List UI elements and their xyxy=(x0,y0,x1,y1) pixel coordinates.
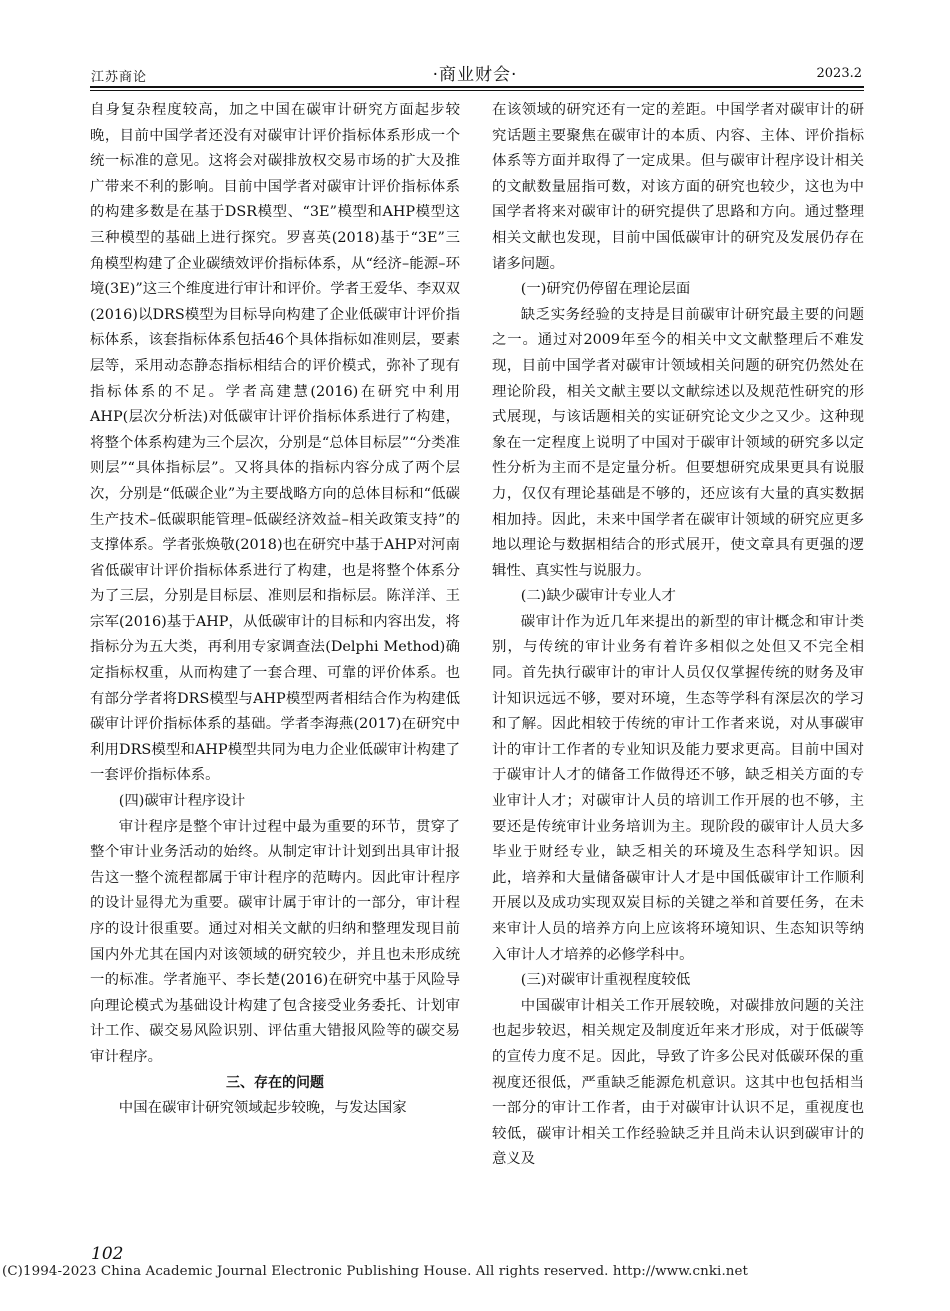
journal-name: 江苏商论 xyxy=(91,70,148,85)
subsection-heading: (一)研究仍停留在理论层面 xyxy=(520,281,691,298)
section-title: ·商业财会· xyxy=(432,65,518,85)
paragraph: 缺乏实务经验的支持是目前碳审计研究最主要的问题之一。通过对2009年至今的相关中文文献整理后不难发现，目前中国学者对碳审计领域相关问题的研究仍然处在理论阶段，相关文献主要以文献综述以及规范性研究的形式展现，与该话题相关的实证研究论文少之又少。这种现象在一定程度上说明了中国对于碳审计领域的研究多以定性分析为主而不是定量分析。但要想研究成果更具有说服力，仅仅有理论基础是不够的，还应该有大量的真实数据相加持。因此，未来中国学者在碳审计领域的研究应更多地以理论与数据相结合的形式展开，使文章具有更强的逻辑性、真实性与说服力。 xyxy=(492,306,864,579)
right-column xyxy=(492,98,864,1173)
left-column xyxy=(90,98,460,1122)
page-number: 102 xyxy=(91,1244,124,1264)
paragraph: 在该领域的研究还有一定的差距。中国学者对碳审计的研究话题主要聚焦在碳审计的本质、内容、主体、评价指标体系等方面并取得了一定成果。但与碳审计程序设计相关的文献数量屈指可数，对该方面的研究也较少，这也为中国学者将来对碳审计的研究提供了思路和方向。通过整理相关文献也发现，目前中国低碳审计的研究及发展仍存在诸多问题。 xyxy=(492,102,864,272)
page-header xyxy=(0,0,950,92)
copyright-notice: (C)1994-2023 China Academic Journal Electronic Publishing House. All rights reserved. http://www.cnki.net xyxy=(2,1264,749,1279)
paragraph: 自身复杂程度较高，加之中国在碳审计研究方面起步较晚，目前中国学者还没有对碳审计评价指标体系形成一个统一标准的意见。这将会对碳排放权交易市场的扩大及推广带来不利的影响。目前中国学者对碳审计评价指标体系的构建多数是在基于DSR模型、“3E”模型和AHP模型这三种模型的基础上进行探究。罗喜英(2018)基于“3E”三角模型构建了企业碳绩效评价指标体系，从“经济–能源–环境(3E)”这三个维度进行审计和评价。学者王爱华、李双双(2016)以DRS模型为目标导向构建了企业低碳审计评价指标体系，该套指标体系包括46个具体指标如准则层，要素层等，采用动态静态指标相结合的评价模式，弥补了现有指标体系的不足。学者高建慧(2016)在研究中利用AHP(层次分析法)对低碳审计评价指标体系进行了构建，将整个体系构建为三个层次，分别是“总体目标层”“分类准则层”“具体指标层”。又将具体的指标内容分成了两个层次，分别是“低碳企业”为主要战略方向的总体目标和“低碳生产技术–低碳职能管理–低碳经济效益–相关政策支持”的支撑体系。学者张焕敬(2018)也在研究中基于AHP对河南省低碳审计评价指标体系进行了构建，也是将整个体系分为了三层，分别是目标层、准则层和指标层。陈洋洋、王宗军(2016)基于AHP，从低碳审计的目标和内容出发，将指标分为五大类，再利用专家调查法(Delphi Method)确定指标权重，从而构建了一套合理、可靠的评价体系。也有部分学者将DRS模型与AHP模型两者相结合作为构建低碳审计评价指标体系的基础。学者李海燕(2017)在研究中利用DRS模型和AHP模型共同为电力企业低碳审计构建了一套评价指标体系。 xyxy=(90,102,460,784)
paragraph: 碳审计作为近几年来提出的新型的审计概念和审计类别，与传统的审计业务有着许多相似之处但又不完全相同。首先执行碳审计的审计人员仅仅掌握传统的财务及审计知识远远不够，要对环境，生态等学科有深层次的学习和了解。因此相较于传统的审计工作者来说，对从事碳审计的审计工作者的专业知识及能力要求更高。目前中国对于碳审计人才的储备工作做得还不够，缺乏相关方面的专业审计人才；对碳审计人员的培训工作开展的也不够，主要还是传统审计业务培训为主。现阶段的碳审计人员大多毕业于财经专业，缺乏相关的环境及生态科学知识。因此，培养和大量储备碳审计人才是中国低碳审计工作顺利开展以及成功实现双炭目标的关键之举和首要任务，在未来审计人员的培养方向上应该将环境知识、生态知识等纳入审计人才培养的必修学科中。 xyxy=(492,613,864,963)
subsection-heading: (四)碳审计程序设计 xyxy=(118,793,246,810)
paragraph: 中国碳审计相关工作开展较晚，对碳排放问题的关注也起步较迟，相关规定及制度近年来才形成，对于低碳等的宣传力度不足。因此，导致了许多公民对低碳环保的重视度还很低，严重缺乏能源危机意识。这其中也包括相当一部分的审计工作者，由于对碳审计认识不足，重视度也较低，碳审计相关工作经验缺乏并且尚未认识到碳审计的意义及 xyxy=(492,997,864,1168)
header-rule-thick xyxy=(90,86,864,88)
issue-number: 2023.2 xyxy=(816,66,862,81)
subsection-heading: (二)缺少碳审计专业人才 xyxy=(520,588,676,605)
subsection-heading: (三)对碳审计重视程度较低 xyxy=(520,972,691,989)
paragraph: 中国在碳审计研究领域起步较晚，与发达国家 xyxy=(118,1100,407,1117)
header-rule-thin xyxy=(90,90,864,91)
paragraph: 审计程序是整个审计过程中最为重要的环节，贯穿了整个审计业务活动的始终。从制定审计计划到出具审计报告这一整个流程都属于审计程序的范畴内。因此审计程序的设计显得尤为重要。碳审计属于审计的一部分，审计程序的设计很重要。通过对相关文献的归纳和整理发现目前国内外尤其在国内对该领域的研究较少，并且也未形成统一的标准。学者施平、李长楚(2016)在研究中基于风险导向理论模式为基础设计构建了包含接受业务委托、计划审计工作、碳交易风险识别、评估重大错报风险等的碳交易审计程序。 xyxy=(90,818,460,1065)
section-heading: 三、存在的问题 xyxy=(226,1074,324,1091)
